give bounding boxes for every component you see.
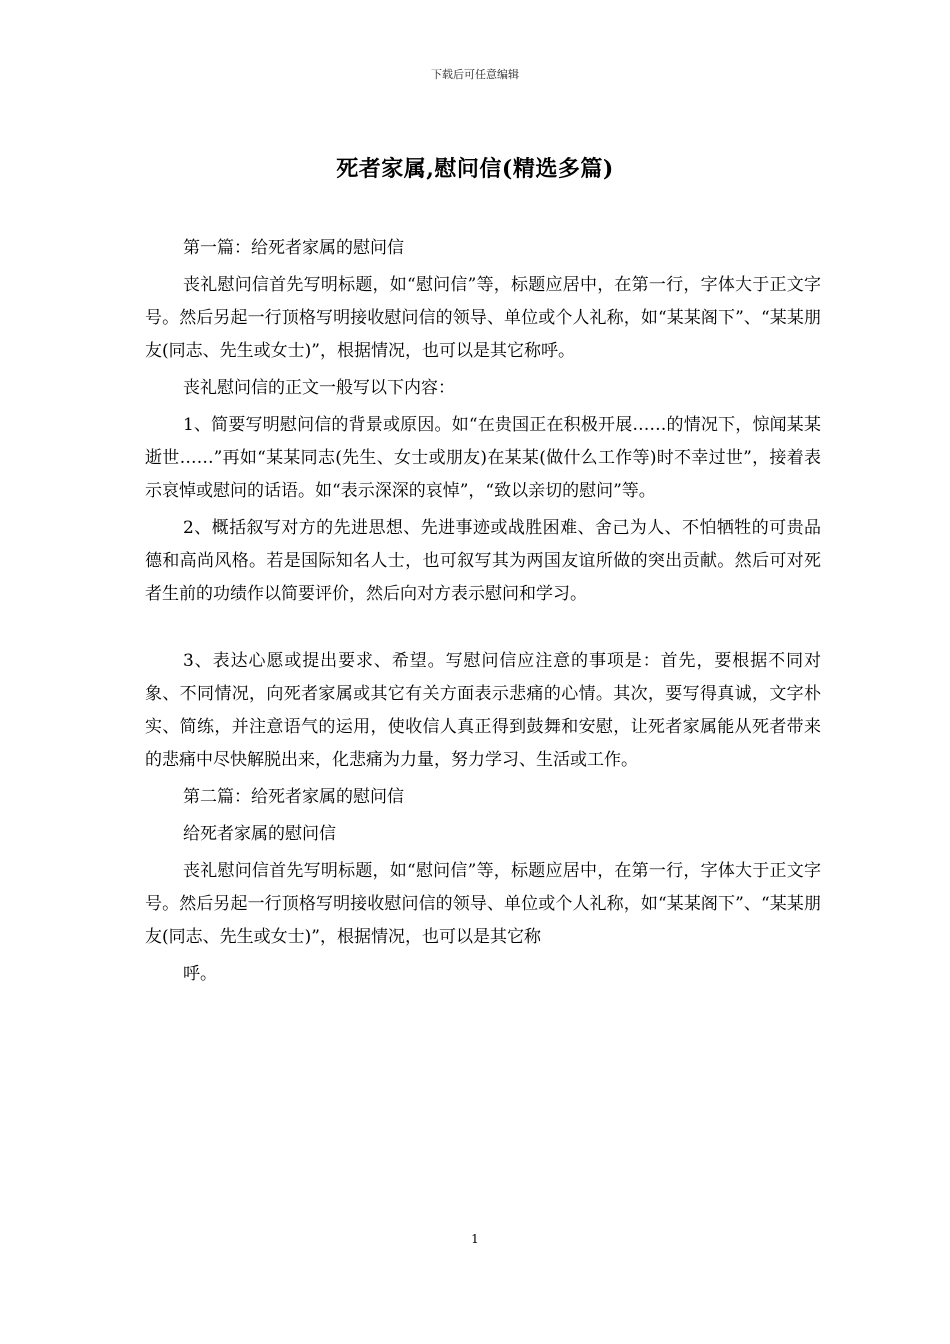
- document-body: [145, 232, 821, 995]
- section-heading-2: 第二篇：给死者家属的慰问信: [183, 787, 404, 807]
- section-heading-1: 第一篇：给死者家属的慰问信: [183, 238, 404, 258]
- page-header: 下载后可任意编辑: [431, 68, 519, 81]
- paragraph-point-1: 1、简要写明慰问信的背景或原因。如“在贵国正在积极开展……的情况下，惊闻某某逝世……”再如“某某同志(先生、女士或朋友)在某某(做什么工作等)时不幸过世”，接着表示哀悼或慰问的话语。如“表示深深的哀悼”，“致以亲切的慰问”等。: [145, 415, 821, 501]
- paragraph-intro-repeat: 丧礼慰问信首先写明标题，如“慰问信”等，标题应居中，在第一行，字体大于正文字号。然后另起一行顶格写明接收慰问信的领导、单位或个人礼称，如“某某阁下”、“某某朋友(同志、先生或女士)”，根据情况，也可以是其它称: [145, 861, 821, 947]
- page-number: 1: [471, 1232, 479, 1246]
- paragraph-continuation: 呼。: [183, 964, 217, 984]
- paragraph-point-3: 3、表达心愿或提出要求、希望。写慰问信应注意的事项是：首先，要根据不同对象、不同情况，向死者家属或其它有关方面表示悲痛的心情。其次，要写得真诚，文字朴实、简练，并注意语气的运用，使收信人真正得到鼓舞和安慰，让死者家属能从死者带来的悲痛中尽快解脱出来，化悲痛为力量，努力学习、生活或工作。: [145, 651, 821, 770]
- document-title: 死者家属,慰问信(精选多篇): [336, 156, 614, 182]
- paragraph-point-2: 2、概括叙写对方的先进思想、先进事迹或战胜困难、舍己为人、不怕牺牲的可贵品德和高尚风格。若是国际知名人士，也可叙写其为两国友谊所做的突出贡献。然后可对死者生前的功绩作以简要评价，然后向对方表示慰问和学习。: [145, 518, 821, 604]
- paragraph-subtitle: 给死者家属的慰问信: [183, 824, 336, 844]
- paragraph-intro: 丧礼慰问信首先写明标题，如“慰问信”等，标题应居中，在第一行，字体大于正文字号。然后另起一行顶格写明接收慰问信的领导、单位或个人礼称，如“某某阁下”、“某某朋友(同志、先生或女士)”，根据情况，也可以是其它称呼。: [145, 275, 821, 361]
- paragraph-content-lead: 丧礼慰问信的正文一般写以下内容：: [183, 378, 455, 398]
